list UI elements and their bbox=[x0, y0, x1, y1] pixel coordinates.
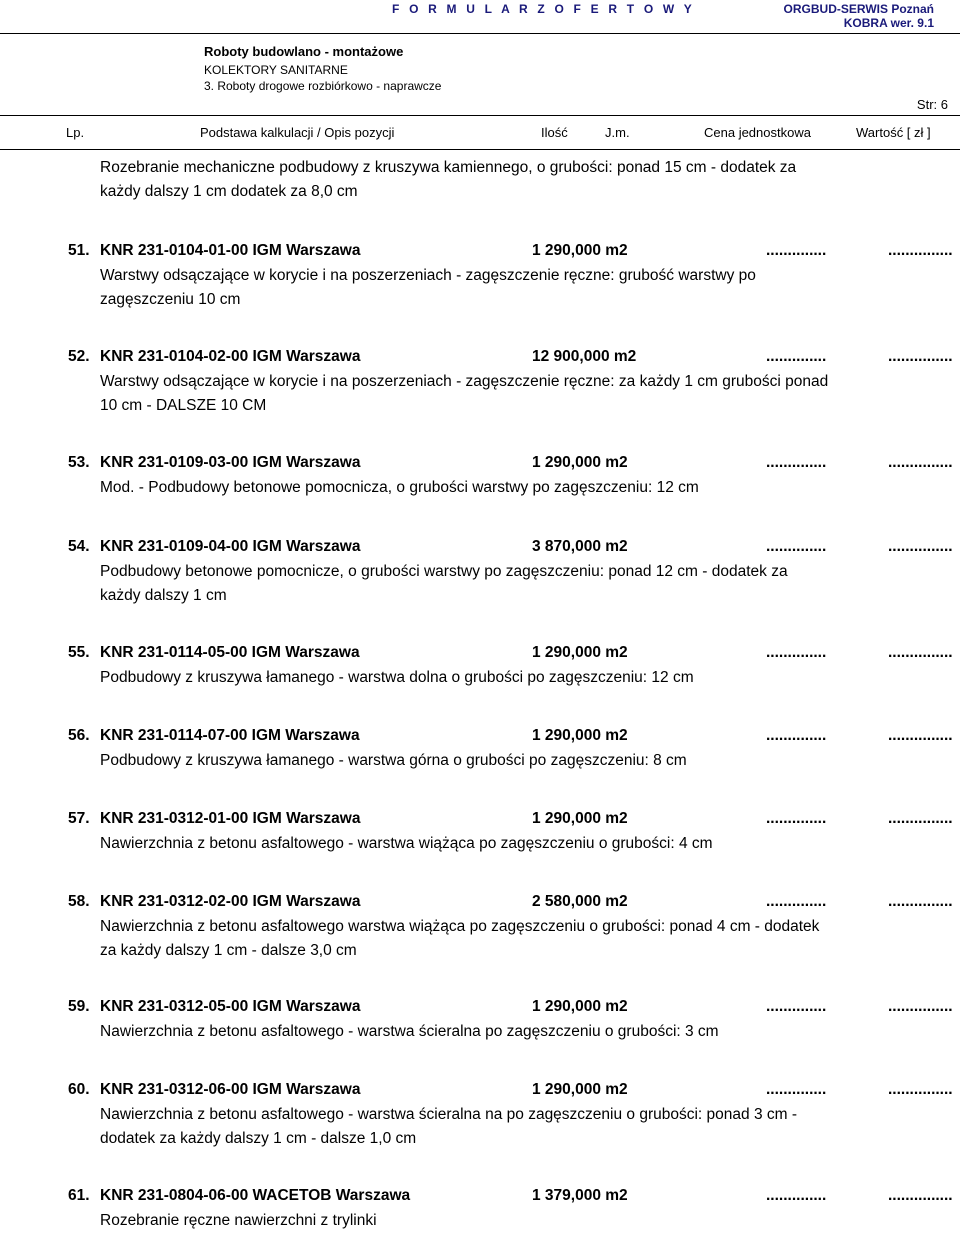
item-description: Warstwy odsączające w korycie i na poszerzeniach - zagęszczenie ręczne: grubość warstwy po zagęszczeniu 10 cm bbox=[100, 267, 756, 308]
item-number: 58. bbox=[68, 893, 90, 910]
item-header-line bbox=[0, 808, 960, 832]
item-code: KNR 231-0312-01-00 IGM Warszawa bbox=[100, 810, 361, 827]
item-code: KNR 231-0312-06-00 IGM Warszawa bbox=[100, 1081, 361, 1098]
page-number: Str: 6 bbox=[916, 97, 948, 112]
item-description: Nawierzchnia z betonu asfaltowego - warstwa ścieralna po zagęszczeniu o grubości: 3 cm bbox=[100, 1023, 719, 1040]
item-code: KNR 231-0114-07-00 IGM Warszawa bbox=[100, 727, 360, 744]
item-unit-price: .............. bbox=[766, 810, 827, 827]
item-quantity: 1 290,000 m2 bbox=[532, 242, 628, 259]
item-code: KNR 231-0104-01-00 IGM Warszawa bbox=[100, 242, 361, 259]
item-row bbox=[0, 240, 960, 312]
item-value: ............... bbox=[888, 1187, 953, 1204]
item-unit-price: .............. bbox=[766, 538, 827, 555]
item-code: KNR 231-0114-05-00 IGM Warszawa bbox=[100, 644, 360, 661]
item-header-line bbox=[0, 725, 960, 749]
header-divider bbox=[0, 33, 960, 34]
item-unit-price: .............. bbox=[766, 644, 827, 661]
item-header-line bbox=[0, 996, 960, 1020]
item-quantity: 1 379,000 m2 bbox=[532, 1187, 628, 1204]
col-lp: Lp. bbox=[66, 125, 85, 140]
item-description: Podbudowy z kruszywa łamanego - warstwa dolna o grubości po zagęszczeniu: 12 cm bbox=[100, 669, 694, 686]
item-unit-price: .............. bbox=[766, 242, 827, 259]
software-version: KOBRA wer. 9.1 bbox=[843, 16, 934, 30]
col-qty: Ilość bbox=[541, 125, 568, 140]
col-basis: Podstawa kalkulacji / Opis pozycji bbox=[200, 125, 395, 140]
project-subtitle: KOLEKTORY SANITARNE bbox=[204, 63, 348, 77]
item-row bbox=[0, 808, 960, 856]
item-value: ............... bbox=[888, 348, 953, 365]
item-number: 52. bbox=[68, 348, 90, 365]
project-title: Roboty budowlano - montażowe bbox=[204, 44, 404, 59]
item-value: ............... bbox=[888, 1081, 953, 1098]
item-code: KNR 231-0804-06-00 WACETOB Warszawa bbox=[100, 1187, 411, 1204]
item-number: 56. bbox=[68, 727, 90, 744]
item-row bbox=[0, 536, 960, 608]
item-description: Nawierzchnia z betonu asfaltowego warstwa wiążąca po zagęszczeniu o grubości: ponad 4 cm - dodatek za każdy dalszy 1 cm - dalsze 3,0 cm bbox=[100, 918, 820, 959]
item-description: Warstwy odsączające w korycie i na poszerzeniach - zagęszczenie ręczne: za każdy 1 cm grubości ponad 10 cm - DALSZE 10 CM bbox=[100, 373, 829, 414]
item-code: KNR 231-0109-03-00 IGM Warszawa bbox=[100, 454, 361, 471]
item-description: Podbudowy betonowe pomocnicze, o grubości warstwy po zagęszczeniu: ponad 12 cm - dodatek za każdy dalszy 1 cm bbox=[100, 563, 788, 604]
item-quantity: 1 290,000 m2 bbox=[532, 1081, 628, 1098]
item-unit-price: .............. bbox=[766, 1081, 827, 1098]
item-row bbox=[0, 996, 960, 1044]
item-row bbox=[0, 346, 960, 418]
column-header-bar bbox=[0, 115, 960, 150]
item-code: KNR 231-0312-05-00 IGM Warszawa bbox=[100, 998, 361, 1015]
item-unit-price: .............. bbox=[766, 998, 827, 1015]
item-number: 59. bbox=[68, 998, 90, 1015]
item-header-line bbox=[0, 891, 960, 915]
item-number: 61. bbox=[68, 1187, 90, 1204]
item-description: Podbudowy z kruszywa łamanego - warstwa górna o grubości po zagęszczeniu: 8 cm bbox=[100, 752, 687, 769]
item-header-line bbox=[0, 346, 960, 370]
item-value: ............... bbox=[888, 998, 953, 1015]
company-name: ORGBUD-SERWIS Poznań bbox=[783, 2, 934, 16]
item-number: 60. bbox=[68, 1081, 90, 1098]
item-description: Nawierzchnia z betonu asfaltowego - warstwa wiążąca po zagęszczeniu o grubości: 4 cm bbox=[100, 835, 713, 852]
item-unit-price: .............. bbox=[766, 348, 827, 365]
item-row bbox=[0, 1079, 960, 1151]
item-header-line bbox=[0, 240, 960, 264]
item-value: ............... bbox=[888, 242, 953, 259]
section-title: 3. Roboty drogowe rozbiórkowo - naprawcze bbox=[204, 79, 442, 93]
col-unit-price: Cena jednostkowa bbox=[704, 125, 811, 140]
item-quantity: 3 870,000 m2 bbox=[532, 538, 628, 555]
item-value: ............... bbox=[888, 810, 953, 827]
item-header-line bbox=[0, 452, 960, 476]
item-unit-price: .............. bbox=[766, 454, 827, 471]
item-number: 51. bbox=[68, 242, 90, 259]
item-code: KNR 231-0109-04-00 IGM Warszawa bbox=[100, 538, 361, 555]
item-unit-price: .............. bbox=[766, 893, 827, 910]
item-number: 54. bbox=[68, 538, 90, 555]
item-value: ............... bbox=[888, 893, 953, 910]
intro-description: Rozebranie mechaniczne podbudowy z kruszywa kamiennego, o grubości: ponad 15 cm - dodatek za każdy dalszy 1 cm dodatek za 8,0 cm bbox=[100, 159, 797, 200]
item-value: ............... bbox=[888, 727, 953, 744]
item-header-line bbox=[0, 1079, 960, 1103]
item-quantity: 1 290,000 m2 bbox=[532, 998, 628, 1015]
item-number: 53. bbox=[68, 454, 90, 471]
item-value: ............... bbox=[888, 538, 953, 555]
item-row bbox=[0, 891, 960, 963]
item-quantity: 2 580,000 m2 bbox=[532, 893, 628, 910]
item-unit-price: .............. bbox=[766, 1187, 827, 1204]
item-header-line bbox=[0, 536, 960, 560]
item-quantity: 12 900,000 m2 bbox=[532, 348, 637, 365]
item-row bbox=[0, 642, 960, 690]
item-number: 57. bbox=[68, 810, 90, 827]
item-description: Mod. - Podbudowy betonowe pomocnicza, o grubości warstwy po zagęszczeniu: 12 cm bbox=[100, 479, 699, 496]
item-quantity: 1 290,000 m2 bbox=[532, 454, 628, 471]
item-description: Nawierzchnia z betonu asfaltowego - warstwa ścieralna na po zagęszczeniu o grubości: ponad 3 cm - dodatek za każdy dalszy 1 cm - dalsze 1,0 cm bbox=[100, 1106, 798, 1147]
col-unit: J.m. bbox=[605, 125, 630, 140]
item-quantity: 1 290,000 m2 bbox=[532, 644, 628, 661]
item-row bbox=[0, 725, 960, 773]
item-number: 55. bbox=[68, 644, 90, 661]
col-value: Wartość [ zł ] bbox=[856, 125, 931, 140]
item-code: KNR 231-0104-02-00 IGM Warszawa bbox=[100, 348, 361, 365]
item-header-line bbox=[0, 1185, 960, 1209]
item-header-line bbox=[0, 642, 960, 666]
item-row bbox=[0, 452, 960, 500]
item-description: Rozebranie ręczne nawierzchni z trylinki bbox=[100, 1212, 377, 1229]
item-quantity: 1 290,000 m2 bbox=[532, 727, 628, 744]
item-quantity: 1 290,000 m2 bbox=[532, 810, 628, 827]
item-value: ............... bbox=[888, 454, 953, 471]
item-unit-price: .............. bbox=[766, 727, 827, 744]
item-code: KNR 231-0312-02-00 IGM Warszawa bbox=[100, 893, 361, 910]
form-title: F O R M U L A R Z O F E R T O W Y bbox=[392, 2, 695, 16]
item-value: ............... bbox=[888, 644, 953, 661]
